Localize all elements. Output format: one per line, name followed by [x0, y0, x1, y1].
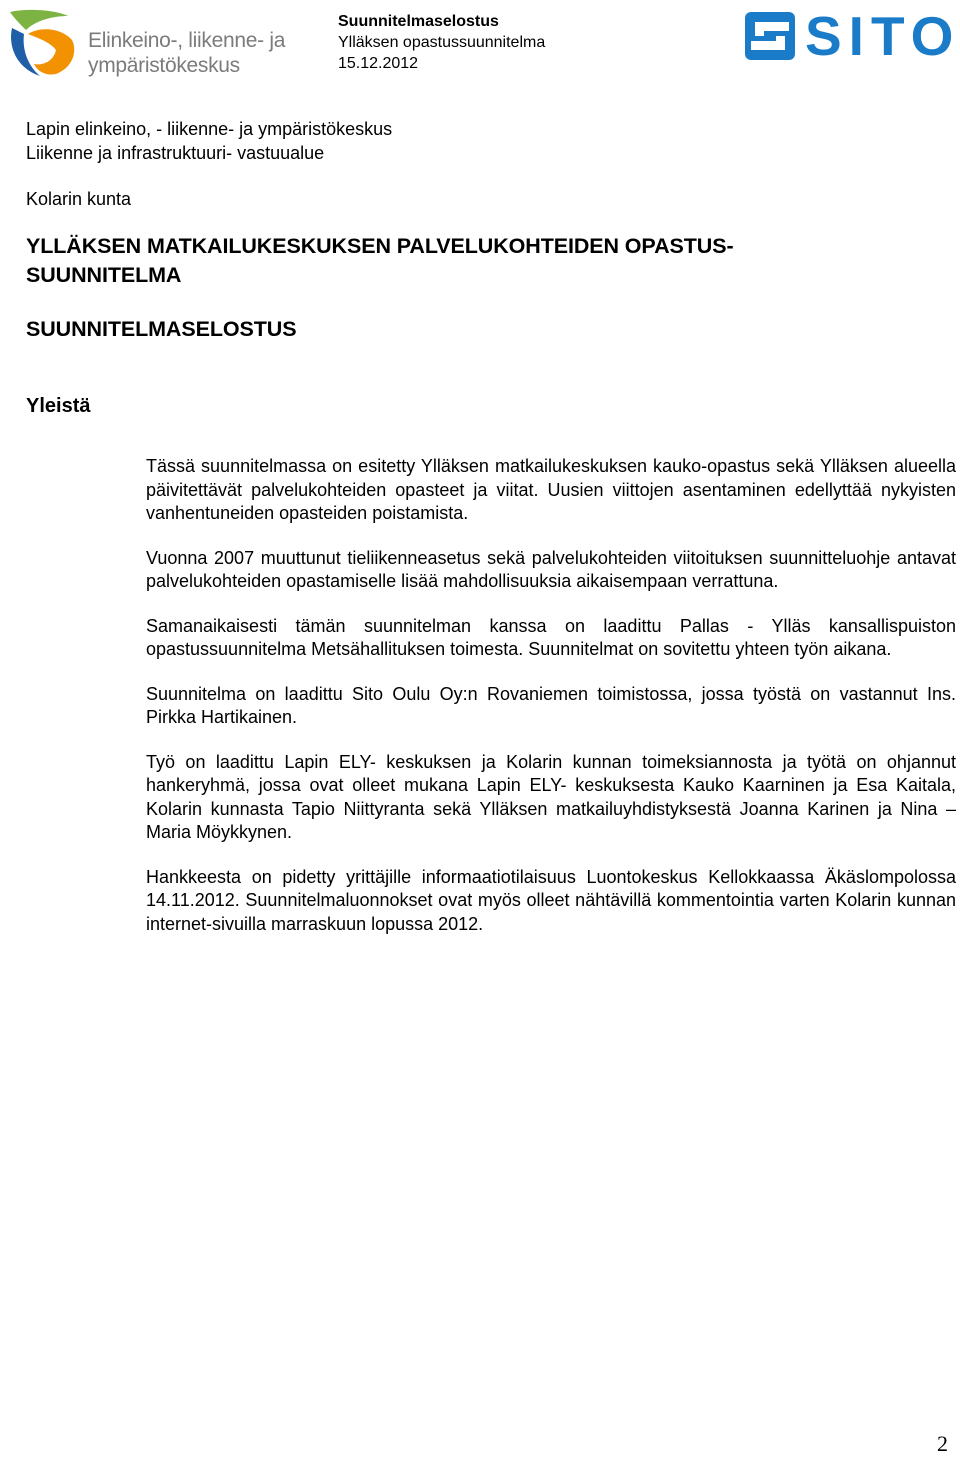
header-doc-title: Suunnitelmaselostus	[338, 13, 499, 30]
sito-logo-text: SITO	[805, 5, 960, 67]
header-date: 15.12.2012	[338, 55, 419, 72]
document-title-line-2: SUUNNITELMA	[26, 263, 182, 287]
section-body	[146, 455, 956, 957]
paragraph: Työ on laadittu Lapin ELY- keskuksen ja Kolarin kunnan toimeksiannosta ja työtä on ohjannut hankeryhmä, jossa ovat olleet mukana Lapin ELY- keskuksesta Kauko Kaarninen ja Esa Kaitala, Kolarin kunnasta Tapio Niittyranta sekä Ylläksen matkailuyhdistyksestä Joanna Karinen ja Nina – Maria Möykkynen.	[146, 751, 956, 842]
paragraph: Hankkeesta on pidetty yrittäjille informaatiotilaisuus Luontokeskus Kellokkaassa Äkäslompolossa 14.11.2012. Suunnitelmaluonnokset ovat myös olleet nähtävillä kommentointia varten Kolarin kunnan internet-sivuilla marraskuun lopussa 2012.	[146, 866, 956, 934]
document-title-line-1: YLLÄKSEN MATKAILUKESKUKSEN PALVELUKOHTEIDEN OPASTUS-	[26, 234, 734, 258]
paragraph: Suunnitelma on laadittu Sito Oulu Oy:n Rovaniemen toimistossa, jossa työstä on vastannut Ins. Pirkka Hartikainen.	[146, 683, 956, 727]
paragraph: Samanaikaisesti tämän suunnitelman kanssa on laadittu Pallas - Ylläs kansallispuiston opastussuunnitelma Metsähallituksen toimesta. Suunnitelmat on sovitettu yhteen työn aikana.	[146, 615, 956, 659]
ely-emblem-icon	[6, 6, 80, 78]
document-subtitle: SUUNNITELMASELOSTUS	[26, 317, 297, 341]
org-line-1: Lapin elinkeino, - liikenne- ja ympäristökeskus	[26, 119, 393, 139]
ely-keskus-logo	[6, 6, 296, 78]
paragraph: Tässä suunnitelmassa on esitetty Ylläksen matkailukeskuksen kauko-opastus sekä Ylläksen alueella päivitettävät palvelukohteiden opasteet ja viitat. Uusien viittojen asentaminen edellyttää nykyisten vanhentuneiden opasteiden poistamista.	[146, 456, 956, 523]
header-doc-subtitle: Ylläksen opastussuunnitelma	[338, 34, 546, 51]
page-number: 2	[937, 1431, 948, 1456]
ely-logo-line-1: Elinkeino-, liikenne- ja	[88, 29, 286, 52]
document-header	[338, 11, 545, 74]
org-line-2: Liikenne ja infrastruktuuri- vastuualue	[26, 143, 325, 163]
section-heading: Yleistä	[26, 395, 91, 417]
sito-logo	[745, 5, 960, 67]
paragraph: Vuonna 2007 muuttunut tieliikenneasetus sekä palvelukohteiden viitoituksen suunnitteluohje antavat palvelukohteiden opastamiselle lisää mahdollisuuksia aikaisempaan verrattuna.	[146, 547, 956, 591]
municipality: Kolarin kunta	[26, 189, 132, 209]
ely-logo-line-2: ympäristökeskus	[88, 54, 240, 77]
